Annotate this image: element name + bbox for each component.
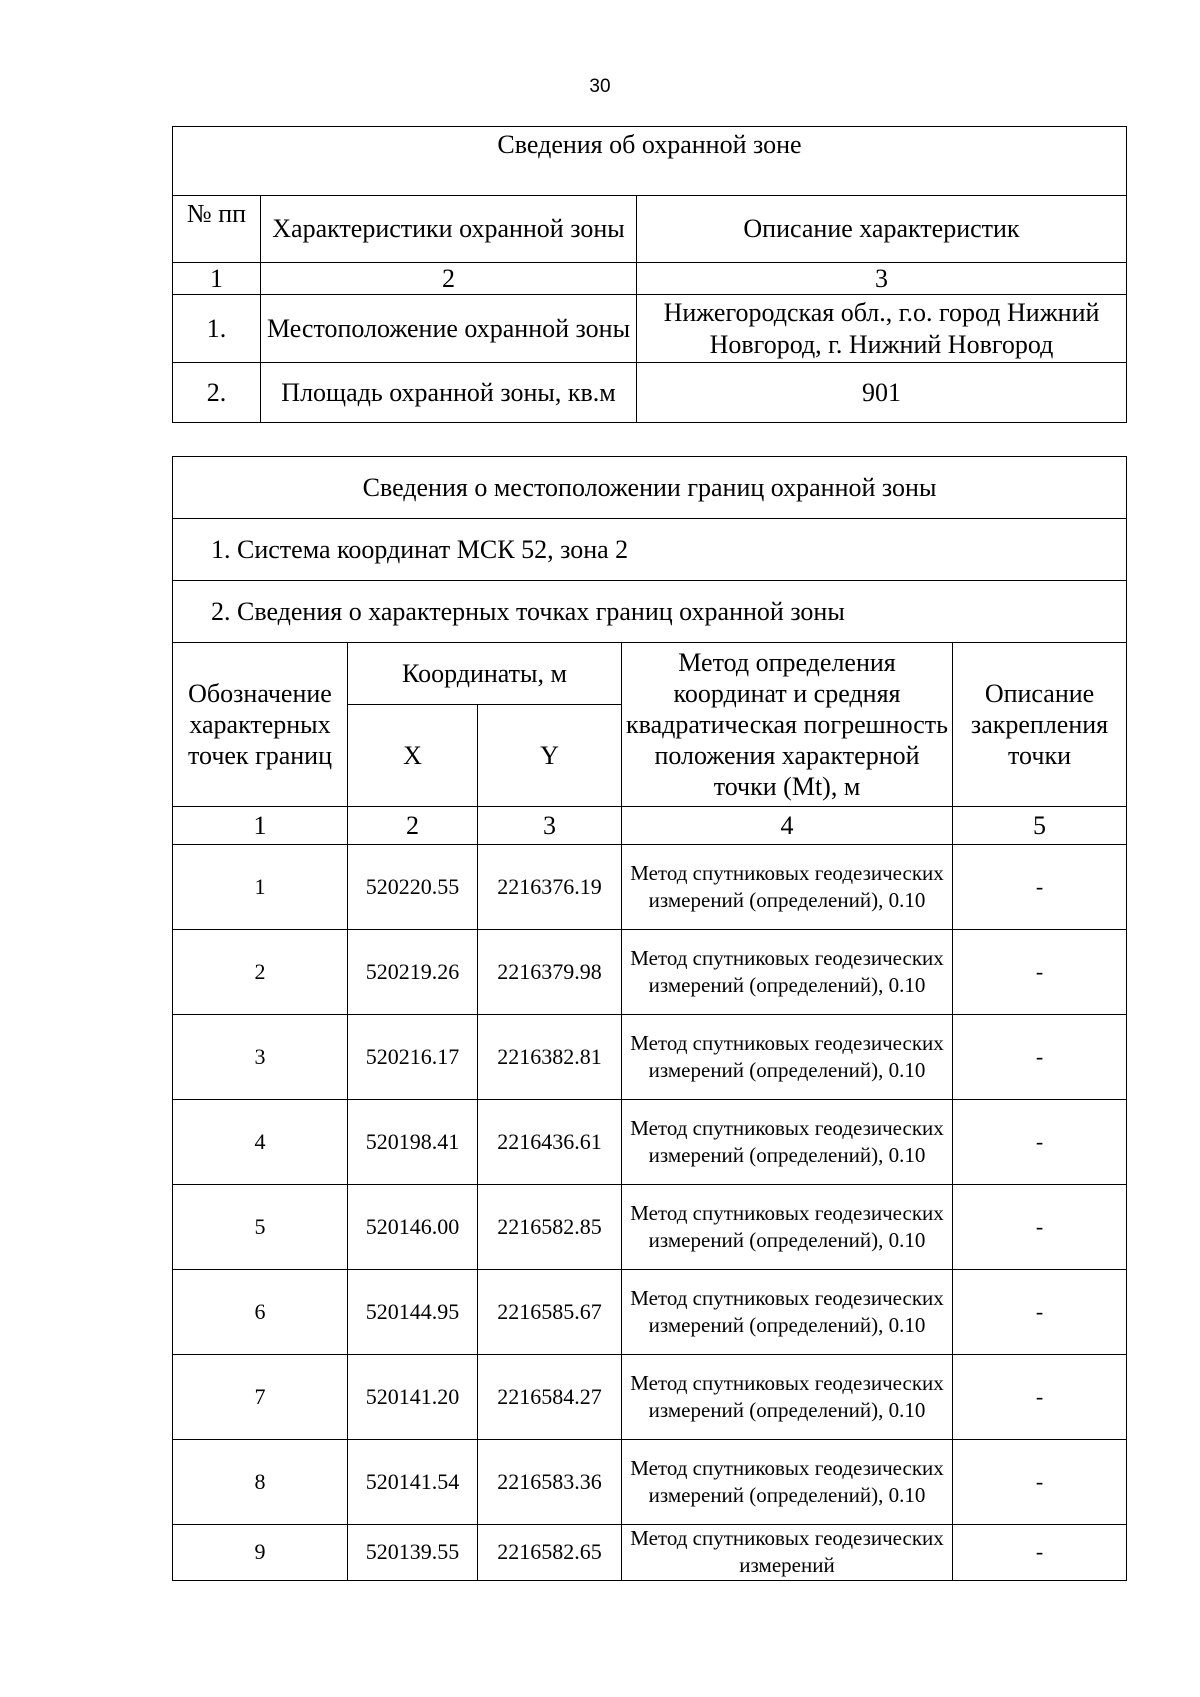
point-id: 3 [173,1015,348,1100]
header-description: Описание характеристик [637,196,1127,263]
header-designation: Обозначение характерных точек границ [173,643,348,807]
point-id: 6 [173,1270,348,1355]
point-y: 2216382.81 [478,1015,622,1100]
point-fixing: - [953,1525,1127,1581]
column-index: 3 [478,807,622,845]
point-id: 1 [173,845,348,930]
boundary-title: Сведения о местоположении границ охранной зоны [173,457,1127,519]
point-y: 2216582.85 [478,1185,622,1270]
header-num: № пп [173,196,261,263]
table-row [173,1185,1127,1270]
coordinate-system: 1. Система координат МСК 52, зона 2 [173,519,1127,581]
table-row [173,1015,1127,1100]
point-x: 520220.55 [348,845,478,930]
page-number: 30 [589,76,611,97]
point-fixing: - [953,1100,1127,1185]
point-y: 2216436.61 [478,1100,622,1185]
point-y: 2216585.67 [478,1270,622,1355]
point-fixing: - [953,1270,1127,1355]
row-characteristic: Местоположение охранной зоны [261,295,637,363]
header-coordinates: Координаты, м [348,643,622,705]
point-method: Метод спутниковых геодезических измерений (определений), 0.10 [622,845,953,930]
point-x: 520198.41 [348,1100,478,1185]
column-index: 2 [348,807,478,845]
column-index: 4 [622,807,953,845]
row-description: 901 [637,363,1127,423]
point-id: 7 [173,1355,348,1440]
point-method: Метод спутниковых геодезических измерений (определений), 0.10 [622,1440,953,1525]
column-index: 3 [637,263,1127,295]
point-y: 2216584.27 [478,1355,622,1440]
column-index: 5 [953,807,1127,845]
point-y: 2216583.36 [478,1440,622,1525]
table-row [173,845,1127,930]
point-id: 4 [173,1100,348,1185]
point-fixing: - [953,1015,1127,1100]
header-method: Метод определения координат и средняя квадратическая погрешность положения характерной точки (Mt), м [622,643,953,807]
point-fixing: - [953,845,1127,930]
point-id: 2 [173,930,348,1015]
points-title: 2. Сведения о характерных точках границ охранной зоны [173,581,1127,643]
table-row [173,1440,1127,1525]
header-characteristics: Характеристики охранной зоны [261,196,637,263]
point-method: Метод спутниковых геодезических измерений (определений), 0.10 [622,1185,953,1270]
point-id: 8 [173,1440,348,1525]
point-fixing: - [953,1440,1127,1525]
column-index: 1 [173,263,261,295]
row-num: 1. [173,295,261,363]
point-method: Метод спутниковых геодезических измерений (определений), 0.10 [622,1355,953,1440]
table-row [173,1355,1127,1440]
point-x: 520146.00 [348,1185,478,1270]
header-x: X [348,705,478,807]
point-method: Метод спутниковых геодезических измерений (определений), 0.10 [622,1270,953,1355]
point-x: 520219.26 [348,930,478,1015]
boundary-table [172,456,1127,1581]
point-method: Метод спутниковых геодезических измерений (определений), 0.10 [622,1100,953,1185]
point-x: 520139.55 [348,1525,478,1581]
point-x: 520216.17 [348,1015,478,1100]
zone-info-table [172,126,1127,423]
point-x: 520144.95 [348,1270,478,1355]
point-method: Метод спутниковых геодезических измерений [622,1525,953,1581]
point-method: Метод спутниковых геодезических измерений (определений), 0.10 [622,930,953,1015]
row-description: Нижегородская обл., г.о. город Нижний Новгород, г. Нижний Новгород [637,295,1127,363]
row-num: 2. [173,363,261,423]
table-row [173,1100,1127,1185]
row-characteristic: Площадь охранной зоны, кв.м [261,363,637,423]
point-x: 520141.54 [348,1440,478,1525]
point-id: 5 [173,1185,348,1270]
point-fixing: - [953,1355,1127,1440]
table-row [173,930,1127,1015]
point-y: 2216379.98 [478,930,622,1015]
point-y: 2216376.19 [478,845,622,930]
point-method: Метод спутниковых геодезических измерений (определений), 0.10 [622,1015,953,1100]
point-y: 2216582.65 [478,1525,622,1581]
header-y: Y [478,705,622,807]
column-index: 2 [261,263,637,295]
header-fixing: Описание закрепления точки [953,643,1127,807]
table-row [173,1525,1127,1581]
column-index: 1 [173,807,348,845]
table-row [173,1270,1127,1355]
point-fixing: - [953,930,1127,1015]
point-fixing: - [953,1185,1127,1270]
zone-info-title: Сведения об охранной зоне [173,127,1127,196]
point-id: 9 [173,1525,348,1581]
point-x: 520141.20 [348,1355,478,1440]
